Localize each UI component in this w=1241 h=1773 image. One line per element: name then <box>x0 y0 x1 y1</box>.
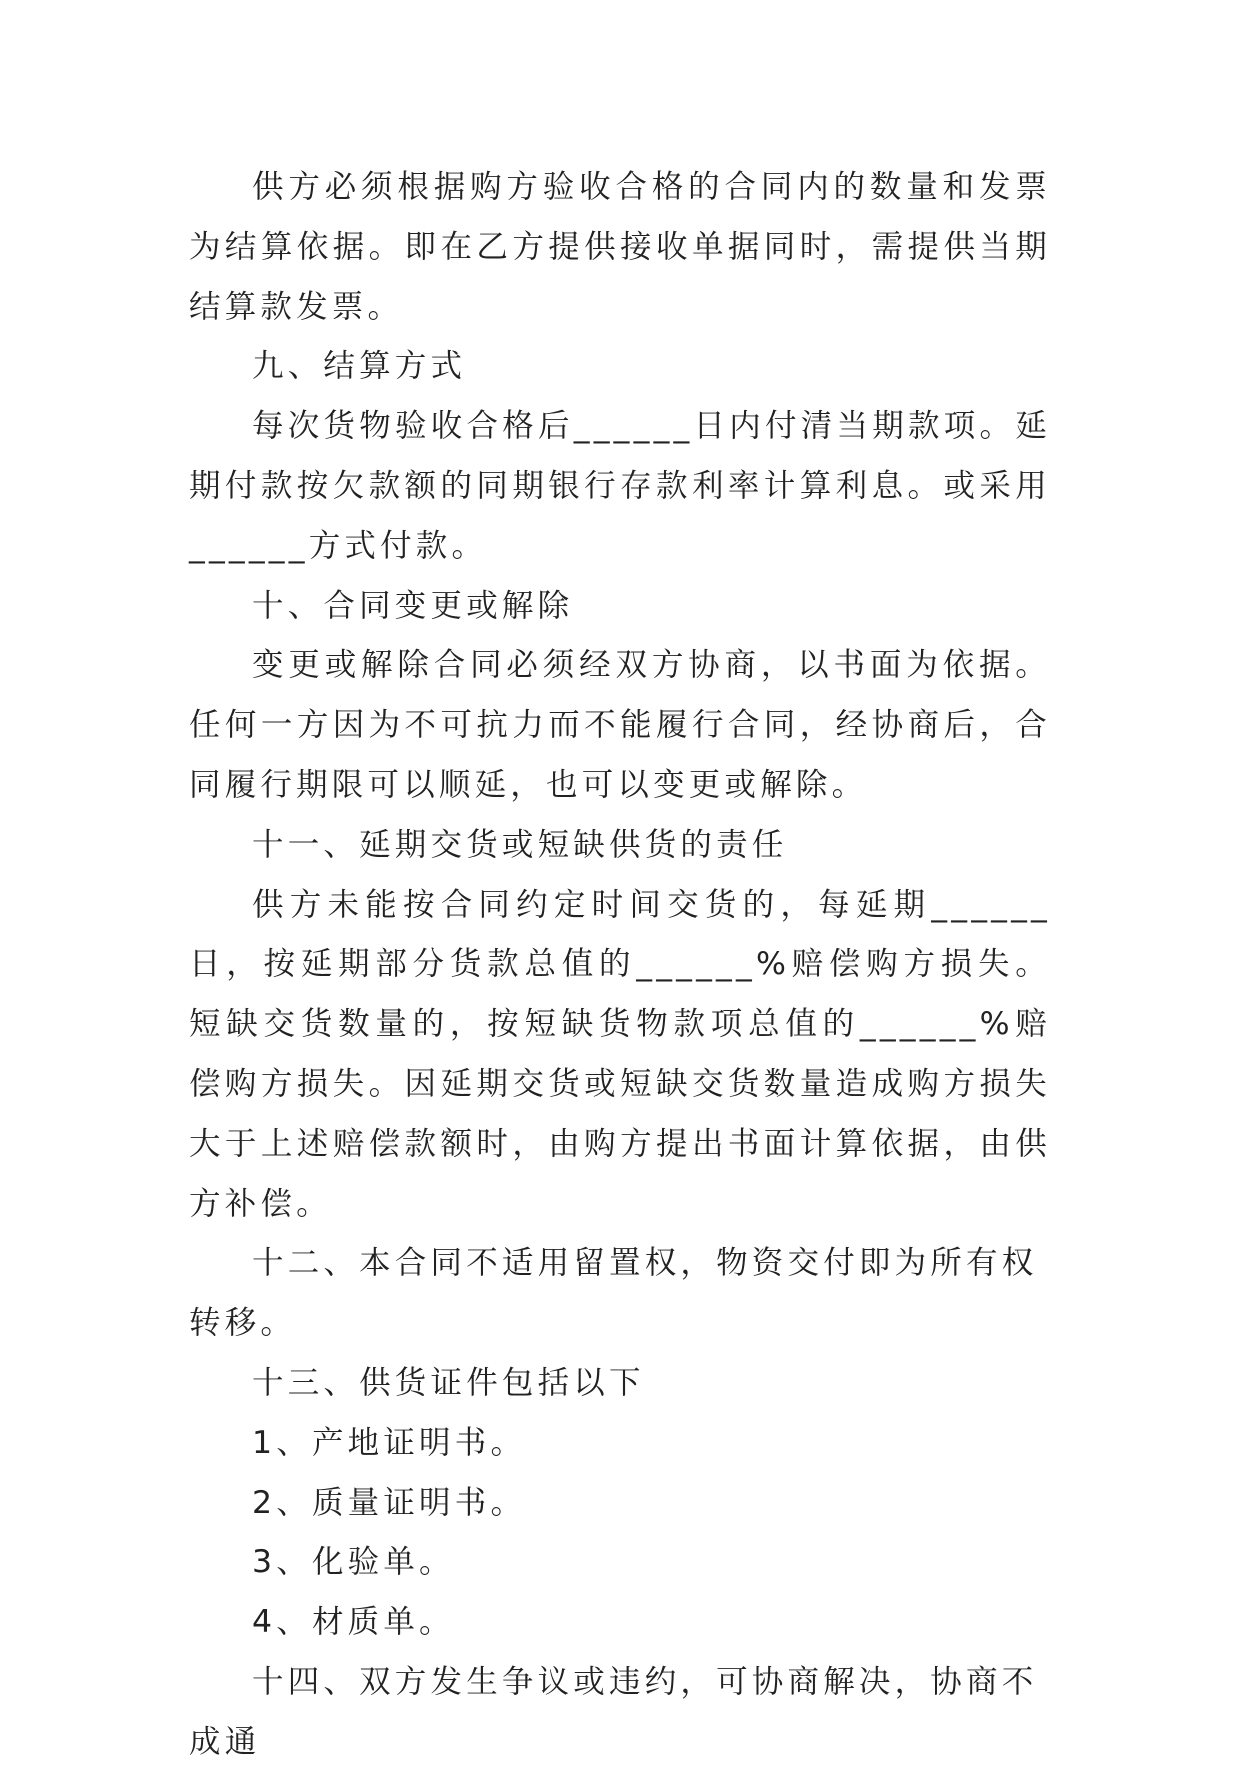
list-item-1: 1、产地证明书。 <box>252 1424 527 1461</box>
section-heading-12: 十二、本合同不适用留置权，物资交付即为所有权转移。 <box>189 1245 1038 1342</box>
paragraph-delay-liability: 供方未能按合同约定时间交货的，每延期______日，按延期部分货款总值的______%赔偿购方损失。短缺交货数量的，按短缺货物款项总值的______%赔偿购方损失。因延期交货或短缺交货数量造成购方损失大于上述赔偿款额时，由购方提出书面计算依据，由供方补偿。 <box>189 886 1051 1222</box>
section-heading-9: 九、结算方式 <box>252 348 467 385</box>
list-item-2: 2、质量证明书。 <box>252 1484 527 1521</box>
list-item-4: 4、材质单。 <box>252 1604 455 1641</box>
list-item-3: 3、化验单。 <box>252 1544 455 1581</box>
section-heading-10: 十、合同变更或解除 <box>252 587 574 624</box>
paragraph-settlement-basis: 供方必须根据购方验收合格的合同内的数量和发票为结算依据。即在乙方提供接收单据同时，需提供当期结算款发票。 <box>189 169 1051 325</box>
section-heading-13: 十三、供货证件包括以下 <box>252 1364 645 1401</box>
section-heading-14: 十四、双方发生争议或违约，可协商解决，协商不成通 <box>189 1663 1038 1760</box>
paragraph-settlement-method: 每次货物验收合格后______日内付清当期款项。延期付款按欠款额的同期银行存款利率计算利息。或采用______方式付款。 <box>189 408 1051 564</box>
paragraph-contract-change: 变更或解除合同必须经双方协商，以书面为依据。任何一方因为不可抗力而不能履行合同，经协商后，合同履行期限可以顺延，也可以变更或解除。 <box>189 647 1051 803</box>
document-body <box>189 158 1051 1773</box>
section-heading-11: 十一、延期交货或短缺供货的责任 <box>252 826 788 863</box>
